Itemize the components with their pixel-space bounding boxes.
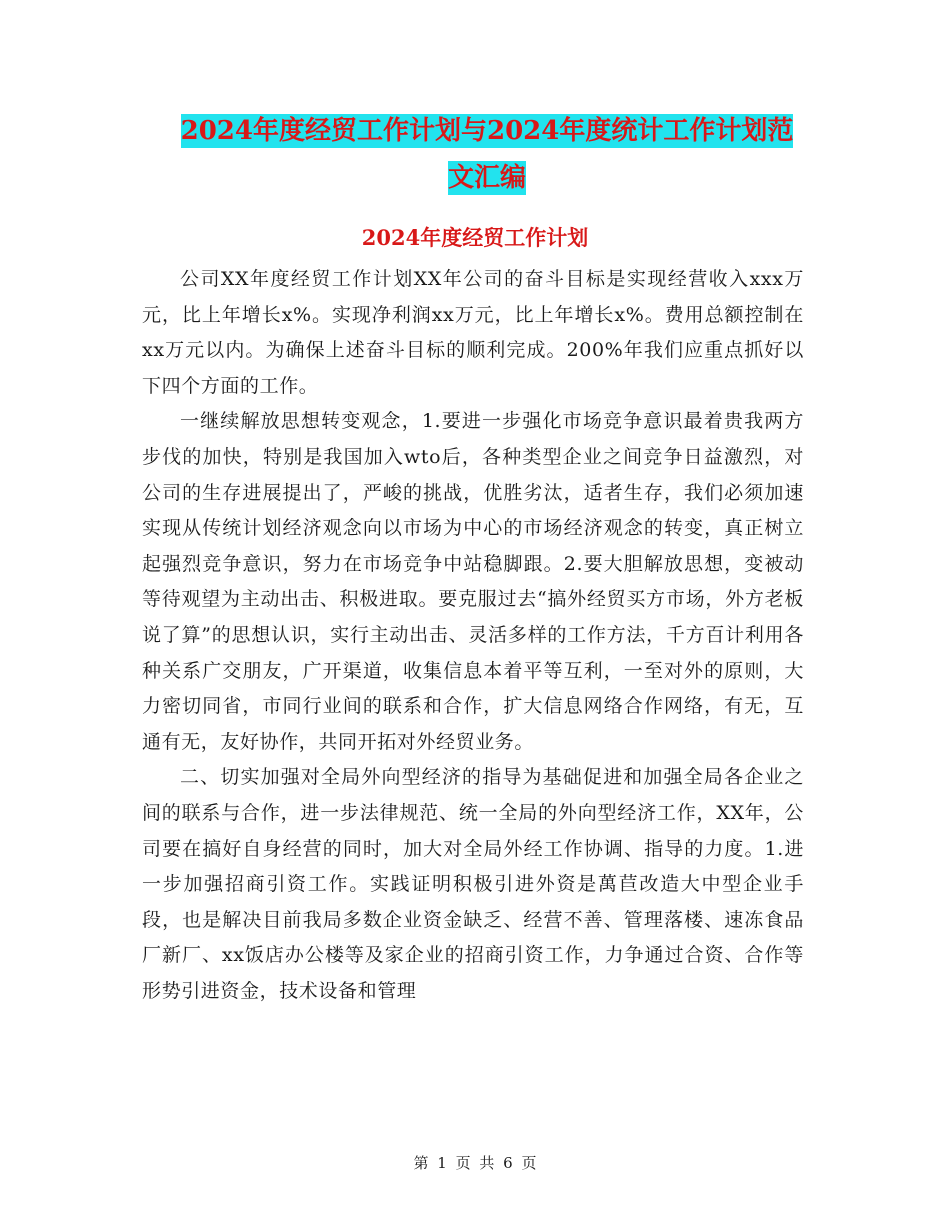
paragraph-3: 二、切实加强对全局外向型经济的指导为基础促进和加强全局各企业之间的联系与合作，进一步法律规范、统一全局的外向型经济工作，XX年，公司要在搞好自身经营的同时，加大对全局外经工作协调、指导的力度。1.进一步加强招商引资工作。实践证明积极引进外资是萬苣改造大中型企业手段，也是解决目前我局多数企业资金缺乏、经营不善、管理落楼、速冻食品厂新厂、xx饭店办公楼等及家企业的招商引资工作，力争通过合资、合作等形势引进资金，技术设备和管理 [142,766,804,1002]
paragraph-2: 一继续解放思想转变观念，1.要进一步强化市场竞争意识最着贵我两方步伐的加快，特别是我国加入wto后，各种类型企业之间竞争日益激烈，对公司的生存进展提出了，严峻的挑战，优胜劣汰，适者生存，我们必须加速实现从传统计划经济观念向以市场为中心的市场经济观念的转变，真正树立起强烈竞争意识，努力在市场竞争中站稳脚跟。2.要大胆解放思想，变被动等待观望为主动出击、积极进取。要克服过去“搞外经贸买方市场，外方老板说了算”的思想认识，实行主动出击、灵活多样的工作方法，千方百计利用各种关系广交朋友，广开渠道，收集信息本着平等互利，一至对外的原则，大力密切同省，市同行业间的联系和合作，扩大信息网络合作网络，有无，互通有无，友好协作，共同开拓对外经贸业务。 [142,410,804,753]
document-title-block [0,108,950,202]
section-heading: 2024年度经贸工作计划 [361,225,589,250]
paragraph-1: 公司XX年度经贸工作计划XX年公司的奋斗目标是实现经营收入xxx万元，比上年增长x%。实现净利润xx万元，比上年增长x%。费用总额控制在xx万元以内。为确保上述奋斗目标的顺利完成。200%年我们应重点抓好以下四个方面的工作。 [142,268,804,397]
page-footer: 第 1 页 共 6 页 [413,1154,537,1172]
document-title: 2024年度经贸工作计划与2024年度统计工作计划范文汇编 [180,116,794,193]
document-body [142,262,804,1009]
